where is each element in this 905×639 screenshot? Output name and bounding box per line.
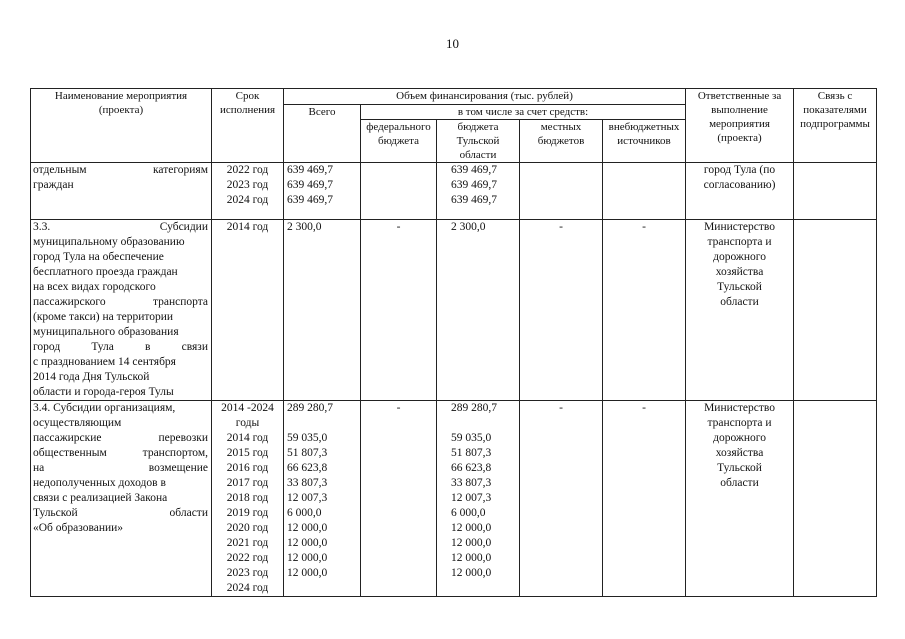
name-word: 2014 года Дня Тульской (33, 371, 150, 383)
cell-extra-value: - (642, 402, 646, 414)
name-word: отдельным (33, 164, 87, 176)
cell-responsible-value: дорожного (713, 432, 766, 444)
cell-total-value: 639 469,7 (287, 194, 333, 206)
cell-tula (437, 163, 520, 220)
cell-local (520, 401, 603, 597)
cell-total-value: 289 280,7 (287, 402, 333, 414)
cell-responsible-value: хозяйства (715, 266, 764, 278)
cell-responsible-value: области (720, 477, 759, 489)
cell-total-value (287, 416, 357, 431)
cell-local-value: - (559, 402, 563, 414)
name-word: Тульской (33, 507, 78, 519)
cell-term (212, 401, 284, 597)
cell-tula-value: 12 000,0 (451, 567, 492, 579)
cell-total (284, 220, 361, 401)
table-row (31, 220, 877, 401)
name-line (33, 521, 208, 536)
cell-tula-value: 66 623,8 (451, 462, 492, 474)
name-word: 3.3. (33, 221, 51, 233)
cell-responsible-value: Тульской (717, 281, 762, 293)
cell-responsible-value: транспорта и (707, 417, 772, 429)
cell-extra (603, 163, 686, 220)
cell-local (520, 163, 603, 220)
cell-name (31, 163, 212, 220)
cell-tula-value: 33 807,3 (451, 477, 492, 489)
name-word: осуществляющим (33, 417, 122, 429)
header-tula: бюджета Тульской области (437, 120, 520, 163)
name-line (33, 340, 208, 355)
name-word: транспортом, (142, 447, 208, 459)
cell-total-value: 639 469,7 (287, 179, 333, 191)
cell-federal-value: - (396, 402, 401, 414)
cell-term-value: 2022 год (226, 552, 269, 564)
cell-term-value: 2018 год (226, 492, 269, 504)
name-word: связи с реализацией Закона (33, 492, 168, 504)
cell-tula-value: 639 469,7 (451, 179, 497, 191)
cell-term-value: 2023 год (226, 179, 269, 191)
header-including: в том числе за счет средств: (361, 105, 686, 120)
name-word: пассажирские (33, 432, 102, 444)
cell-responsible-value: согласованию) (703, 179, 776, 191)
name-line (33, 325, 208, 340)
name-line (33, 265, 208, 280)
cell-term-value: 2015 год (226, 447, 269, 459)
page-number: 10 (446, 36, 459, 51)
cell-tula (437, 401, 520, 597)
cell-responsible-value: области (720, 296, 759, 308)
name-word: связи (181, 341, 208, 353)
header-term: Срок исполнения (212, 89, 284, 163)
name-line (33, 220, 208, 235)
cell-term-value: 2024 год (226, 582, 269, 594)
name-word: бесплатного проезда граждан (33, 266, 178, 278)
header-financing: Объем финансирования (тыс. рублей) (284, 89, 686, 105)
cell-extra-value: - (642, 221, 646, 233)
name-line (33, 355, 208, 370)
name-word: на всех видах городского (33, 281, 156, 293)
name-word: Тула (91, 341, 114, 353)
cell-tula-value: 12 000,0 (451, 552, 492, 564)
cell-link (794, 163, 877, 220)
name-word: граждан (33, 179, 74, 191)
cell-responsible (686, 163, 794, 220)
cell-tula-value: 51 807,3 (451, 447, 492, 459)
cell-total-value: 6 000,0 (287, 507, 322, 519)
cell-total (284, 401, 361, 597)
cell-term-value: 2022 год (226, 164, 269, 176)
cell-responsible (686, 401, 794, 597)
cell-extra (603, 401, 686, 597)
name-line (33, 178, 208, 193)
financing-table (30, 88, 877, 597)
cell-total-value: 639 469,7 (287, 164, 333, 176)
cell-local (520, 220, 603, 401)
cell-responsible-value: Тульской (717, 462, 762, 474)
cell-responsible-value: хозяйства (715, 447, 764, 459)
cell-total-value: 12 000,0 (287, 552, 328, 564)
name-word: 3.4. Субсидии организациям, (33, 402, 176, 414)
name-line (33, 506, 208, 521)
cell-tula-value: 59 035,0 (451, 432, 492, 444)
cell-name (31, 220, 212, 401)
cell-total-value: 12 000,0 (287, 522, 328, 534)
cell-tula (437, 220, 520, 401)
cell-local-value: - (559, 221, 563, 233)
cell-link (794, 220, 877, 401)
cell-link (794, 401, 877, 597)
cell-tula-value: 289 280,7 (451, 402, 497, 414)
name-line (33, 235, 208, 250)
cell-total-value: 2 300,0 (287, 221, 322, 233)
name-word: «Об образовании» (33, 522, 124, 534)
name-word: области и города-героя Тулы (33, 386, 174, 398)
cell-term-value: 2017 год (226, 477, 269, 489)
cell-total-value: 12 007,3 (287, 492, 328, 504)
name-word: с празднованием 14 сентября (33, 356, 176, 368)
name-word: общественным (33, 447, 107, 459)
cell-responsible (686, 220, 794, 401)
cell-term-value: 2020 год (226, 522, 269, 534)
cell-term-value: 2014 год (226, 221, 269, 233)
name-word: город (33, 341, 61, 353)
cell-total-value: 59 035,0 (287, 432, 328, 444)
name-line (33, 250, 208, 265)
cell-term-value: годы (235, 417, 260, 429)
cell-tula-value: 639 469,7 (451, 194, 497, 206)
cell-total-value: 12 000,0 (287, 537, 328, 549)
cell-tula-value: 12 000,0 (451, 537, 492, 549)
name-word: в (145, 341, 151, 353)
name-word: муниципального образования (33, 326, 179, 338)
cell-term-value: 2014 год (226, 432, 269, 444)
cell-total-value: 51 807,3 (287, 447, 328, 459)
header-responsible: Ответственные за выполнение мероприятия (проекта) (686, 89, 794, 163)
header-federal: федерального бюджета (361, 120, 437, 163)
name-line (33, 431, 208, 446)
cell-term-value: 2014 -2024 (221, 402, 274, 414)
name-line (33, 446, 208, 461)
cell-tula-value: 2 300,0 (451, 221, 486, 233)
cell-term-value: 2019 год (226, 507, 269, 519)
header-local: местных бюджетов (520, 120, 603, 163)
name-word: категориям (152, 164, 208, 176)
cell-term-value: 2021 год (226, 537, 269, 549)
cell-tula-value: 6 000,0 (451, 507, 486, 519)
table-body (31, 163, 877, 597)
cell-name (31, 401, 212, 597)
table-row (31, 401, 877, 597)
name-line (33, 295, 208, 310)
name-line (33, 280, 208, 295)
cell-tula-value: 12 000,0 (451, 522, 492, 534)
name-word: перевозки (158, 432, 208, 444)
cell-federal (361, 163, 437, 220)
cell-federal (361, 220, 437, 401)
cell-tula-value: 12 007,3 (451, 492, 492, 504)
header-link: Связь с показателями подпрограммы (794, 89, 877, 163)
cell-tula-value: 639 469,7 (451, 164, 497, 176)
name-word: пассажирского (33, 296, 106, 308)
cell-responsible-value: транспорта и (707, 236, 772, 248)
cell-responsible-value: город Тула (по (703, 164, 776, 176)
name-word: транспорта (152, 296, 208, 308)
cell-term (212, 220, 284, 401)
cell-federal (361, 401, 437, 597)
cell-responsible-value: Министерство (704, 221, 775, 233)
cell-responsible-value: Министерство (704, 402, 775, 414)
cell-term-value: 2024 год (226, 194, 269, 206)
name-line (33, 385, 208, 400)
name-line (33, 461, 208, 476)
header-extra: внебюджетных источников (603, 120, 686, 163)
cell-term-value: 2016 год (226, 462, 269, 474)
cell-responsible-value: дорожного (713, 251, 766, 263)
name-line (33, 476, 208, 491)
header-name: Наименование мероприятия (проекта) (31, 89, 212, 163)
name-word: области (169, 507, 208, 519)
name-word: (кроме такси) на территории (33, 311, 174, 323)
name-line (33, 491, 208, 506)
cell-term (212, 163, 284, 220)
table-row (31, 163, 877, 220)
name-line (33, 401, 208, 416)
name-word: Субсидии (159, 221, 208, 233)
name-line (33, 370, 208, 385)
name-word: на (33, 462, 45, 474)
name-line (33, 163, 208, 178)
cell-federal-value: - (396, 221, 401, 233)
cell-total (284, 163, 361, 220)
cell-total-value: 33 807,3 (287, 477, 328, 489)
cell-tula-value (451, 416, 516, 431)
cell-total-value: 66 623,8 (287, 462, 328, 474)
name-word: недополученных доходов в (33, 477, 166, 489)
name-line (33, 416, 208, 431)
header-total: Всего (284, 105, 361, 163)
cell-total-value: 12 000,0 (287, 567, 328, 579)
cell-extra (603, 220, 686, 401)
name-word: возмещение (148, 462, 208, 474)
name-word: муниципальному образованию (33, 236, 185, 248)
cell-term-value: 2023 год (226, 567, 269, 579)
name-word: город Тула на обеспечение (33, 251, 164, 263)
name-line (33, 310, 208, 325)
